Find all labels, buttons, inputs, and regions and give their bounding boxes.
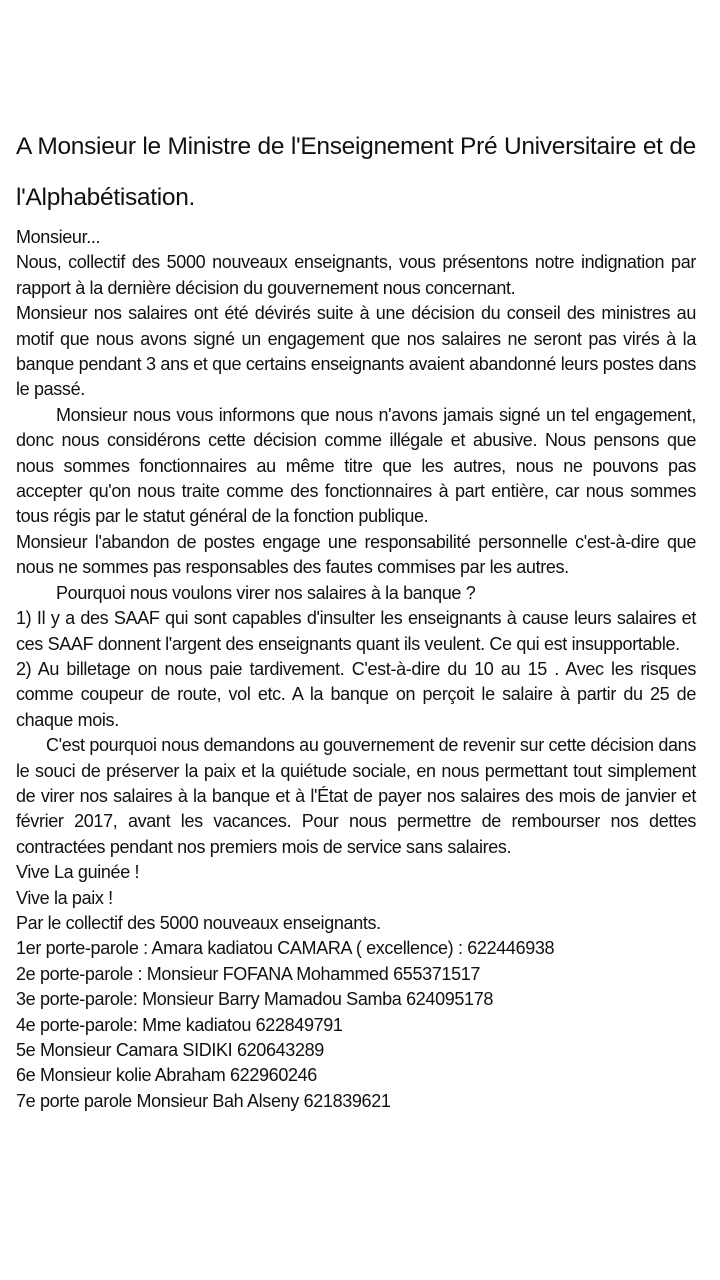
paragraph-question: Pourquoi nous voulons virer nos salaires à la banque ? [56, 582, 476, 603]
letter [16, 121, 696, 1114]
paragraph-intro: Nous, collectif des 5000 nouveaux enseignants, vous présentons notre indignation par rapport à la dernière décision du gouvernement nous concernant. [16, 252, 696, 298]
salutation: Monsieur... [16, 227, 101, 247]
spokesperson-item: 3e porte-parole: Monsieur Barry Mamadou Samba 624095178 [16, 989, 494, 1010]
paragraph-salaries: Monsieur nos salaires ont été dévirés suite à une décision du conseil des ministres au motif que nous avons signé un engagement que nos salaires ne seront pas virés à la banque pendant 3 ans et que certains enseignants avaient abandonné leurs postes dans le passé. [16, 303, 696, 400]
closing-line: Vive La guinée ! [16, 862, 140, 883]
spokesperson-item: 6e Monsieur kolie Abraham 622960246 [16, 1065, 317, 1086]
paragraph-request: C'est pourquoi nous demandons au gouvernement de revenir sur cette décision dans le souci de préserver la paix et la quiétude sociale, en nous permettant tout simplement de virer nos salaires à la banque et à l'État de payer nos salaires des mois de janvier et février 2017, avant les vacances. Pour nous permettre de rembourser nos dettes contractées pendant nos premiers mois de service sans salaires. [16, 735, 696, 857]
spokesperson-item: 5e Monsieur Camara SIDIKI 620643289 [16, 1040, 324, 1060]
paragraph-reason-1: 1) Il y a des SAAF qui sont capables d'insulter les enseignants à cause leurs salaires et ces SAAF donnent l'argent des enseignants quant ils veulent. Ce qui est insupportable. [16, 608, 696, 654]
paragraph-engagement: Monsieur nous vous informons que nous n'avons jamais signé un tel engagement, donc nous considérons cette décision comme illégale et abusive. Nous pensons que nous sommes fonctionnaires au même titre que les autres, nous ne pouvons pas accepter qu'on nous traite comme des fonctionnaires à part entière, car nous sommes tous régis par le statut général de la fonction publique. [16, 404, 696, 527]
paragraph-abandonment: Monsieur l'abandon de postes engage une responsabilité personnelle c'est-à-dire que nous ne sommes pas responsables des fautes commises par les autres. [16, 531, 696, 578]
spokesperson-item: 7e porte parole Monsieur Bah Alseny 621839621 [16, 1090, 391, 1111]
spokesperson-item: 4e porte-parole: Mme kadiatou 622849791 [16, 1014, 343, 1035]
signature-collective: Par le collectif des 5000 nouveaux enseignants. [16, 912, 381, 933]
closing-line: Vive la paix ! [16, 887, 113, 908]
letter-body [16, 225, 696, 1114]
spokesperson-item: 2e porte-parole : Monsieur FOFANA Mohammed 655371517 [16, 963, 481, 984]
paragraph-reason-2: 2) Au billetage on nous paie tardivement. C'est-à-dire du 10 au 15 . Avec les risques comme coupeur de route, vol etc. A la banque on perçoit le salaire à partir du 25 de chaque mois. [16, 658, 696, 730]
letter-title: A Monsieur le Ministre de l'Enseignement Pré Universitaire et de l'Alphabétisation. [16, 133, 696, 211]
spokesperson-item: 1er porte-parole : Amara kadiatou CAMARA ( excellence) : 622446938 [16, 938, 555, 959]
